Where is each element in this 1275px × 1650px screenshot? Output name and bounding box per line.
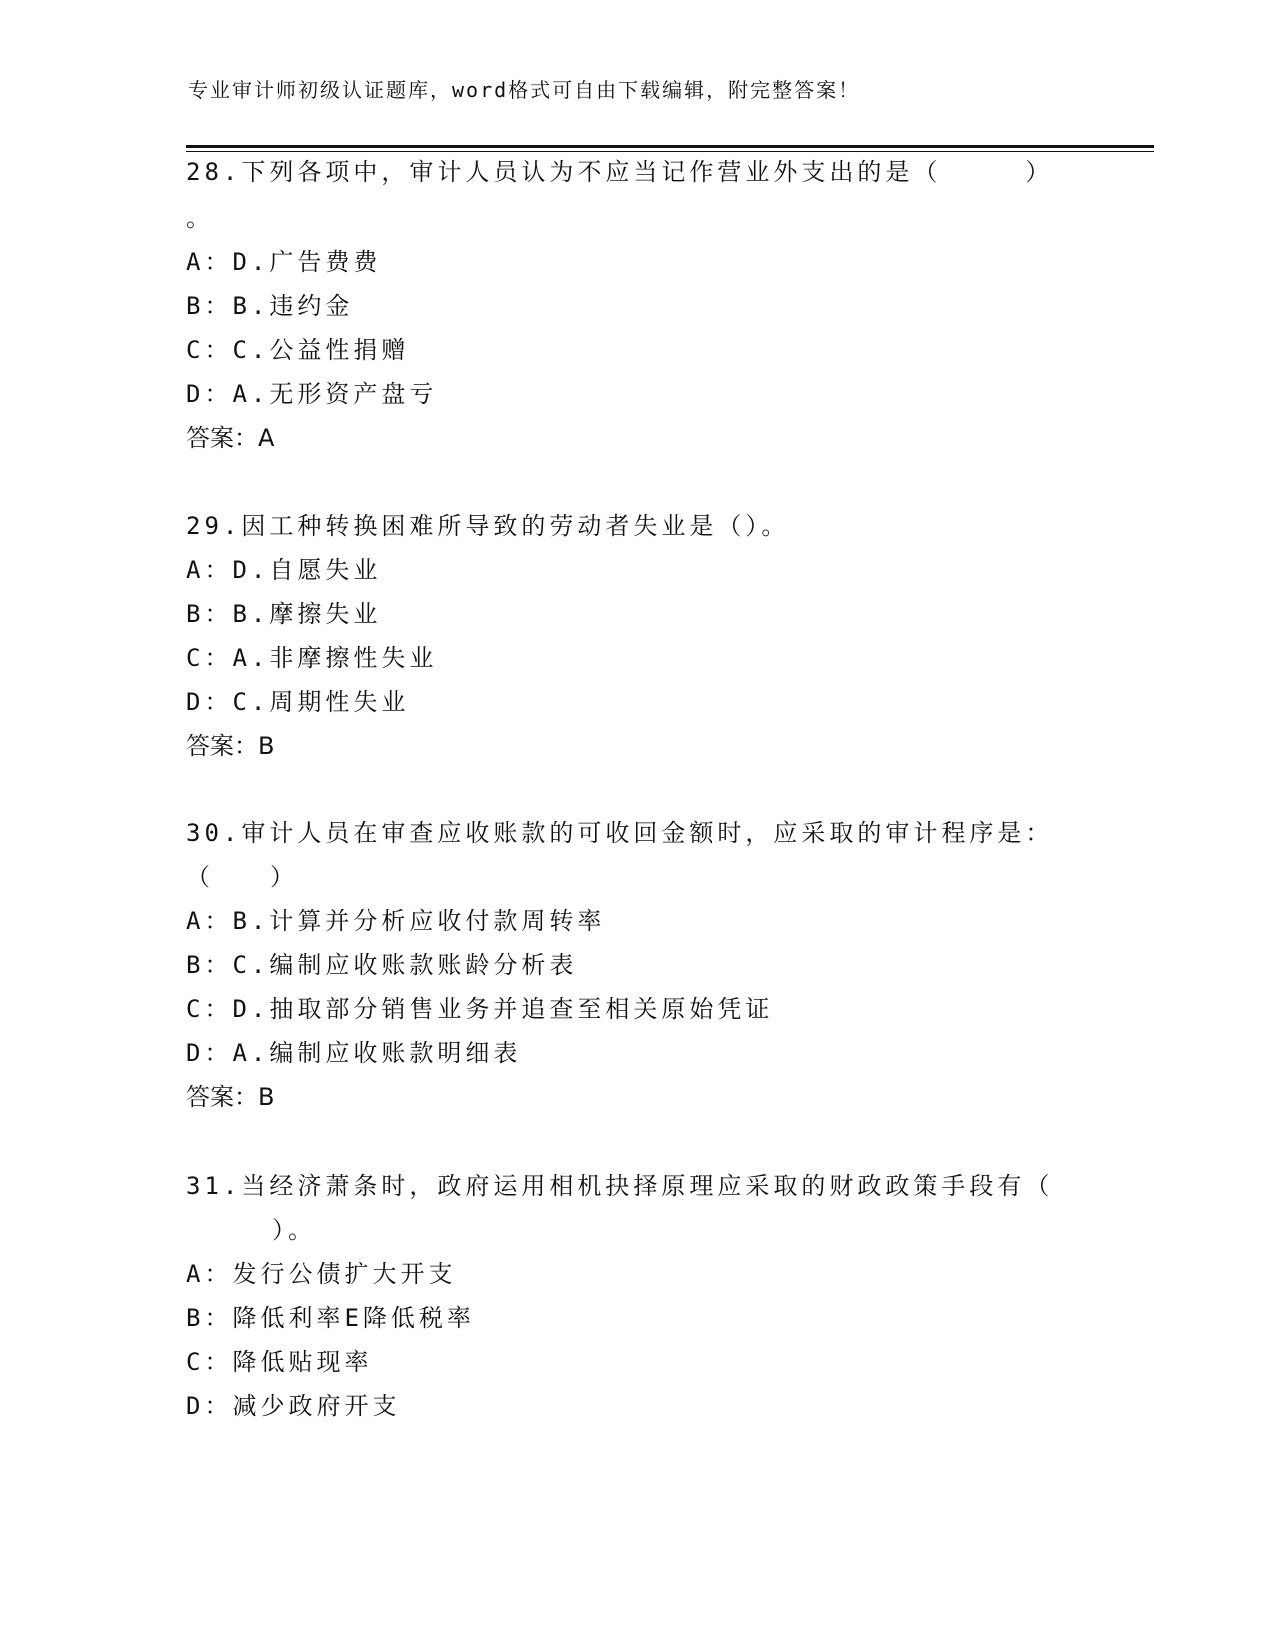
option-b: B：B.摩擦失业	[186, 600, 382, 628]
question-stem: 28.下列各项中，审计人员认为不应当记作营业外支出的是（ ）	[186, 158, 1054, 186]
option-a: A：发行公债扩大开支	[186, 1260, 457, 1288]
question-stem: 31.当经济萧条时，政府运用相机抉择原理应采取的财政政策手段有（	[186, 1172, 1054, 1200]
option-d: D：减少政府开支	[186, 1392, 401, 1420]
question-stem: 29.因工种转换困难所导致的劳动者失业是（）。	[186, 512, 790, 540]
option-c: C：降低贴现率	[186, 1348, 373, 1376]
option-a: A：D.自愿失业	[186, 556, 382, 584]
header-rule-thick	[186, 145, 1154, 148]
option-a: A：D.广告费费	[186, 248, 382, 276]
option-b: B：B.违约金	[186, 292, 354, 320]
header-rule-thin	[186, 151, 1154, 152]
option-a: A：B.计算并分析应收付款周转率	[186, 907, 606, 935]
question-stem: 30.审计人员在审查应收账款的可收回金额时，应采取的审计程序是：	[186, 819, 1054, 847]
option-c: C：D.抽取部分销售业务并追查至相关原始凭证	[186, 995, 774, 1023]
option-b: B：C.编制应收账款账龄分析表	[186, 951, 578, 979]
option-c: C：A.非摩擦性失业	[186, 644, 438, 672]
option-c: C：C.公益性捐赠	[186, 336, 410, 364]
answer-line: 答案：A	[186, 424, 275, 452]
answer-line: 答案：B	[186, 1083, 275, 1111]
answer-line: 答案：B	[186, 732, 275, 760]
option-b: B：降低利率E降低税率	[186, 1304, 475, 1332]
option-d: D：A.无形资产盘亏	[186, 380, 438, 408]
page-header: 专业审计师初级认证题库，word格式可自由下载编辑，附完整答案！	[188, 78, 861, 102]
option-d: D：A.编制应收账款明细表	[186, 1039, 522, 1067]
question-stem-continuation: （ ）	[186, 863, 298, 891]
question-stem-continuation: ）。	[272, 1216, 316, 1244]
option-d: D：C.周期性失业	[186, 688, 410, 716]
question-stem-continuation: 。	[186, 204, 214, 232]
